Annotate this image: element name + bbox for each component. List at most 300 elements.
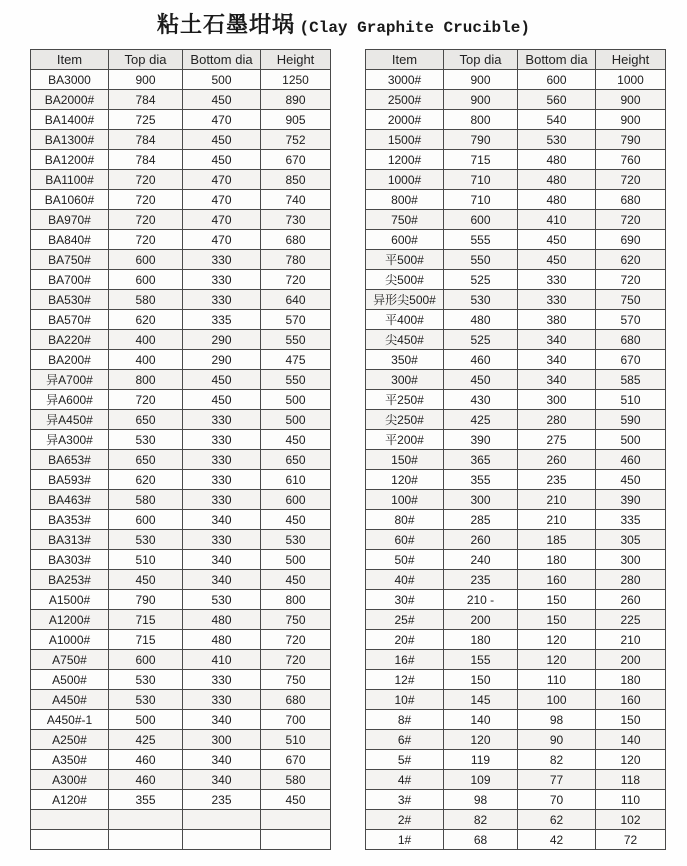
value-cell: 380	[518, 310, 596, 330]
value-cell: 460	[109, 750, 183, 770]
column-header: Item	[366, 50, 444, 70]
value-cell: 145	[444, 690, 518, 710]
value-cell: 680	[261, 230, 331, 250]
value-cell: 450	[596, 470, 666, 490]
value-cell: 110	[518, 670, 596, 690]
item-cell: 平200#	[366, 430, 444, 450]
table-row	[366, 650, 666, 670]
value-cell: 784	[109, 130, 183, 150]
value-cell: 160	[518, 570, 596, 590]
value-cell: 480	[183, 630, 261, 650]
value-cell: 900	[444, 70, 518, 90]
value-cell: 900	[596, 110, 666, 130]
value-cell: 185	[518, 530, 596, 550]
value-cell: 620	[109, 470, 183, 490]
table-row	[31, 390, 331, 410]
item-cell: BA200#	[31, 350, 109, 370]
table-row	[31, 530, 331, 550]
value-cell: 82	[444, 810, 518, 830]
value-cell: 710	[444, 190, 518, 210]
value-cell: 140	[596, 730, 666, 750]
value-cell: 330	[518, 290, 596, 310]
column-header: Top dia	[109, 50, 183, 70]
item-cell: A750#	[31, 650, 109, 670]
value-cell	[183, 810, 261, 830]
value-cell: 150	[596, 710, 666, 730]
table-row	[31, 310, 331, 330]
column-header: Item	[31, 50, 109, 70]
value-cell: 450	[183, 370, 261, 390]
value-cell: 550	[261, 370, 331, 390]
value-cell: 300	[596, 550, 666, 570]
value-cell	[261, 810, 331, 830]
value-cell: 480	[183, 610, 261, 630]
item-cell: A350#	[31, 750, 109, 770]
value-cell: 180	[596, 670, 666, 690]
value-cell: 480	[444, 310, 518, 330]
item-cell: BA1060#	[31, 190, 109, 210]
value-cell: 330	[183, 430, 261, 450]
value-cell: 450	[261, 430, 331, 450]
value-cell: 120	[518, 630, 596, 650]
crucible-table-left	[30, 49, 331, 850]
table-row	[366, 490, 666, 510]
item-cell: BA463#	[31, 490, 109, 510]
value-cell: 98	[518, 710, 596, 730]
value-cell: 62	[518, 810, 596, 830]
item-cell: 尖250#	[366, 410, 444, 430]
value-cell: 180	[444, 630, 518, 650]
value-cell: 510	[109, 550, 183, 570]
table-row	[31, 70, 331, 90]
value-cell: 905	[261, 110, 331, 130]
value-cell: 720	[109, 390, 183, 410]
table-row	[366, 730, 666, 750]
item-cell: 3#	[366, 790, 444, 810]
value-cell: 410	[183, 650, 261, 670]
value-cell: 330	[183, 250, 261, 270]
value-cell: 340	[518, 330, 596, 350]
value-cell: 102	[596, 810, 666, 830]
item-cell: A450#-1	[31, 710, 109, 730]
table-row	[366, 390, 666, 410]
value-cell: 82	[518, 750, 596, 770]
value-cell: 690	[596, 230, 666, 250]
item-cell: 12#	[366, 670, 444, 690]
table-row	[31, 830, 331, 850]
item-cell: BA303#	[31, 550, 109, 570]
table-row	[31, 190, 331, 210]
value-cell: 280	[518, 410, 596, 430]
table-row	[31, 430, 331, 450]
value-cell: 530	[518, 130, 596, 150]
value-cell: 600	[109, 510, 183, 530]
table-row	[31, 730, 331, 750]
item-cell: BA840#	[31, 230, 109, 250]
table-row	[31, 370, 331, 390]
item-cell: 40#	[366, 570, 444, 590]
table-row	[366, 210, 666, 230]
column-header: Bottom dia	[518, 50, 596, 70]
value-cell: 580	[109, 490, 183, 510]
value-cell: 900	[596, 90, 666, 110]
value-cell: 670	[596, 350, 666, 370]
item-cell: 3000#	[366, 70, 444, 90]
value-cell: 720	[596, 270, 666, 290]
value-cell: 530	[183, 590, 261, 610]
value-cell: 790	[596, 130, 666, 150]
value-cell: 790	[109, 590, 183, 610]
value-cell: 450	[261, 570, 331, 590]
value-cell: 530	[109, 430, 183, 450]
value-cell: 77	[518, 770, 596, 790]
value-cell: 225	[596, 610, 666, 630]
value-cell: 720	[261, 630, 331, 650]
page-title	[0, 0, 687, 49]
column-header: Height	[261, 50, 331, 70]
table-row	[366, 250, 666, 270]
crucible-table-right	[365, 49, 666, 850]
value-cell: 210	[518, 490, 596, 510]
value-cell: 570	[261, 310, 331, 330]
item-cell: 平400#	[366, 310, 444, 330]
item-cell: A250#	[31, 730, 109, 750]
item-cell: BA313#	[31, 530, 109, 550]
value-cell: 760	[596, 150, 666, 170]
value-cell: 150	[444, 670, 518, 690]
item-cell: 60#	[366, 530, 444, 550]
table-row	[31, 150, 331, 170]
value-cell: 450	[518, 250, 596, 270]
value-cell: 800	[444, 110, 518, 130]
value-cell: 470	[183, 110, 261, 130]
value-cell: 1250	[261, 70, 331, 90]
table-row	[366, 150, 666, 170]
table-row	[366, 90, 666, 110]
item-cell: 2500#	[366, 90, 444, 110]
value-cell: 500	[596, 430, 666, 450]
table-row	[31, 130, 331, 150]
item-cell: A300#	[31, 770, 109, 790]
value-cell: 275	[518, 430, 596, 450]
item-cell: 尖450#	[366, 330, 444, 350]
value-cell: 470	[183, 170, 261, 190]
value-cell: 330	[183, 470, 261, 490]
value-cell: 784	[109, 90, 183, 110]
value-cell: 715	[444, 150, 518, 170]
value-cell: 790	[444, 130, 518, 150]
value-cell: 109	[444, 770, 518, 790]
table-row	[366, 630, 666, 650]
value-cell: 590	[596, 410, 666, 430]
table-row	[31, 230, 331, 250]
item-cell: 350#	[366, 350, 444, 370]
value-cell: 330	[183, 270, 261, 290]
value-cell: 530	[261, 530, 331, 550]
value-cell: 510	[261, 730, 331, 750]
value-cell: 715	[109, 610, 183, 630]
value-cell: 752	[261, 130, 331, 150]
value-cell: 120	[596, 750, 666, 770]
item-cell: 异A450#	[31, 410, 109, 430]
item-cell: 1000#	[366, 170, 444, 190]
table-row	[366, 770, 666, 790]
value-cell: 680	[596, 330, 666, 350]
table-row	[366, 530, 666, 550]
value-cell: 530	[444, 290, 518, 310]
value-cell: 90	[518, 730, 596, 750]
item-cell: 800#	[366, 190, 444, 210]
item-cell: A1200#	[31, 610, 109, 630]
value-cell: 330	[183, 450, 261, 470]
value-cell: 700	[261, 710, 331, 730]
value-cell: 150	[518, 590, 596, 610]
value-cell: 680	[596, 190, 666, 210]
item-cell: 1200#	[366, 150, 444, 170]
table-row	[366, 450, 666, 470]
value-cell: 260	[518, 450, 596, 470]
item-cell: 25#	[366, 610, 444, 630]
value-cell: 290	[183, 330, 261, 350]
value-cell: 100	[518, 690, 596, 710]
table-row	[366, 550, 666, 570]
value-cell: 720	[109, 190, 183, 210]
value-cell: 450	[183, 130, 261, 150]
table-row	[366, 470, 666, 490]
item-cell: A450#	[31, 690, 109, 710]
table-row	[31, 710, 331, 730]
item-cell: BA570#	[31, 310, 109, 330]
value-cell: 300	[183, 730, 261, 750]
value-cell: 300	[444, 490, 518, 510]
table-row	[366, 750, 666, 770]
value-cell: 580	[109, 290, 183, 310]
value-cell: 600	[261, 490, 331, 510]
table-row	[366, 690, 666, 710]
value-cell: 290	[183, 350, 261, 370]
value-cell: 720	[596, 170, 666, 190]
value-cell: 600	[109, 650, 183, 670]
value-cell: 120	[518, 650, 596, 670]
table-row	[31, 650, 331, 670]
column-header: Top dia	[444, 50, 518, 70]
item-cell: 100#	[366, 490, 444, 510]
value-cell: 355	[109, 790, 183, 810]
value-cell	[109, 810, 183, 830]
value-cell: 340	[518, 370, 596, 390]
item-cell: A120#	[31, 790, 109, 810]
item-cell: A1000#	[31, 630, 109, 650]
item-cell: 50#	[366, 550, 444, 570]
value-cell: 330	[183, 290, 261, 310]
value-cell: 330	[183, 670, 261, 690]
item-cell: BA220#	[31, 330, 109, 350]
table-row	[366, 230, 666, 250]
table-row	[31, 290, 331, 310]
value-cell: 725	[109, 110, 183, 130]
value-cell: 555	[444, 230, 518, 250]
value-cell: 500	[261, 550, 331, 570]
value-cell: 500	[109, 710, 183, 730]
value-cell: 600	[444, 210, 518, 230]
value-cell: 525	[444, 330, 518, 350]
value-cell: 890	[261, 90, 331, 110]
tables-container	[0, 49, 687, 850]
table-row	[31, 690, 331, 710]
value-cell: 200	[596, 650, 666, 670]
table-row	[31, 350, 331, 370]
item-cell: BA530#	[31, 290, 109, 310]
value-cell: 150	[518, 610, 596, 630]
value-cell: 400	[109, 350, 183, 370]
item-cell: 2000#	[366, 110, 444, 130]
item-cell: 平250#	[366, 390, 444, 410]
table-row	[31, 750, 331, 770]
table-row	[366, 110, 666, 130]
value-cell: 480	[518, 170, 596, 190]
value-cell: 72	[596, 830, 666, 850]
value-cell: 300	[518, 390, 596, 410]
value-cell: 1000	[596, 70, 666, 90]
value-cell: 98	[444, 790, 518, 810]
value-cell: 425	[444, 410, 518, 430]
table-row	[366, 670, 666, 690]
value-cell: 530	[109, 670, 183, 690]
item-cell: 4#	[366, 770, 444, 790]
item-cell: BA653#	[31, 450, 109, 470]
item-cell: BA700#	[31, 270, 109, 290]
item-cell: 20#	[366, 630, 444, 650]
value-cell: 235	[444, 570, 518, 590]
value-cell: 750	[261, 670, 331, 690]
table-row	[366, 350, 666, 370]
value-cell: 450	[109, 570, 183, 590]
value-cell: 210	[596, 630, 666, 650]
table-row	[31, 250, 331, 270]
item-cell: BA353#	[31, 510, 109, 530]
value-cell: 330	[183, 690, 261, 710]
value-cell: 710	[444, 170, 518, 190]
value-cell: 330	[183, 490, 261, 510]
table-row	[366, 170, 666, 190]
item-cell: 2#	[366, 810, 444, 830]
table-row	[31, 610, 331, 630]
table-row	[31, 810, 331, 830]
table-row	[366, 590, 666, 610]
value-cell: 900	[444, 90, 518, 110]
value-cell: 110	[596, 790, 666, 810]
value-cell: 450	[518, 230, 596, 250]
value-cell: 800	[109, 370, 183, 390]
value-cell: 425	[109, 730, 183, 750]
table-row	[366, 330, 666, 350]
item-cell: 300#	[366, 370, 444, 390]
value-cell: 780	[261, 250, 331, 270]
value-cell: 410	[518, 210, 596, 230]
value-cell: 650	[109, 410, 183, 430]
value-cell	[261, 830, 331, 850]
table-row	[31, 470, 331, 490]
value-cell: 155	[444, 650, 518, 670]
value-cell: 470	[183, 190, 261, 210]
table-row	[31, 110, 331, 130]
table-row	[366, 430, 666, 450]
value-cell: 305	[596, 530, 666, 550]
item-cell: 1#	[366, 830, 444, 850]
value-cell: 340	[183, 510, 261, 530]
value-cell: 740	[261, 190, 331, 210]
value-cell: 784	[109, 150, 183, 170]
value-cell: 720	[109, 170, 183, 190]
item-cell: 尖500#	[366, 270, 444, 290]
value-cell: 365	[444, 450, 518, 470]
table-row	[31, 590, 331, 610]
value-cell: 335	[596, 510, 666, 530]
table-row	[31, 450, 331, 470]
value-cell: 570	[596, 310, 666, 330]
header-row	[31, 50, 331, 70]
table-row	[366, 830, 666, 850]
item-cell: 平500#	[366, 250, 444, 270]
value-cell: 500	[183, 70, 261, 90]
table-row	[31, 490, 331, 510]
value-cell: 560	[518, 90, 596, 110]
column-header: Height	[596, 50, 666, 70]
value-cell: 580	[261, 770, 331, 790]
value-cell	[109, 830, 183, 850]
value-cell: 340	[183, 550, 261, 570]
value-cell: 355	[444, 470, 518, 490]
value-cell: 140	[444, 710, 518, 730]
item-cell: BA1300#	[31, 130, 109, 150]
value-cell: 280	[596, 570, 666, 590]
value-cell: 260	[596, 590, 666, 610]
value-cell: 260	[444, 530, 518, 550]
item-cell: 30#	[366, 590, 444, 610]
value-cell: 530	[109, 530, 183, 550]
value-cell: 340	[183, 750, 261, 770]
value-cell: 200	[444, 610, 518, 630]
table-row	[366, 810, 666, 830]
table-row	[366, 70, 666, 90]
value-cell: 800	[261, 590, 331, 610]
value-cell: 650	[261, 450, 331, 470]
item-cell: A500#	[31, 670, 109, 690]
value-cell: 330	[183, 410, 261, 430]
table-row	[366, 790, 666, 810]
value-cell: 600	[109, 270, 183, 290]
item-cell: 16#	[366, 650, 444, 670]
item-cell: 1500#	[366, 130, 444, 150]
item-cell: 异A600#	[31, 390, 109, 410]
title-english: (Clay Graphite Crucible)	[299, 19, 530, 37]
value-cell: 480	[518, 190, 596, 210]
table-row	[31, 670, 331, 690]
value-cell: 118	[596, 770, 666, 790]
value-cell: 480	[518, 150, 596, 170]
table-row	[366, 610, 666, 630]
item-cell: 8#	[366, 710, 444, 730]
value-cell: 450	[183, 390, 261, 410]
table-row	[31, 270, 331, 290]
title-chinese: 粘土石墨坩埚	[157, 12, 296, 37]
value-cell: 715	[109, 630, 183, 650]
item-cell: 600#	[366, 230, 444, 250]
value-cell: 240	[444, 550, 518, 570]
value-cell: 210 -	[444, 590, 518, 610]
value-cell: 610	[261, 470, 331, 490]
table-row	[366, 290, 666, 310]
